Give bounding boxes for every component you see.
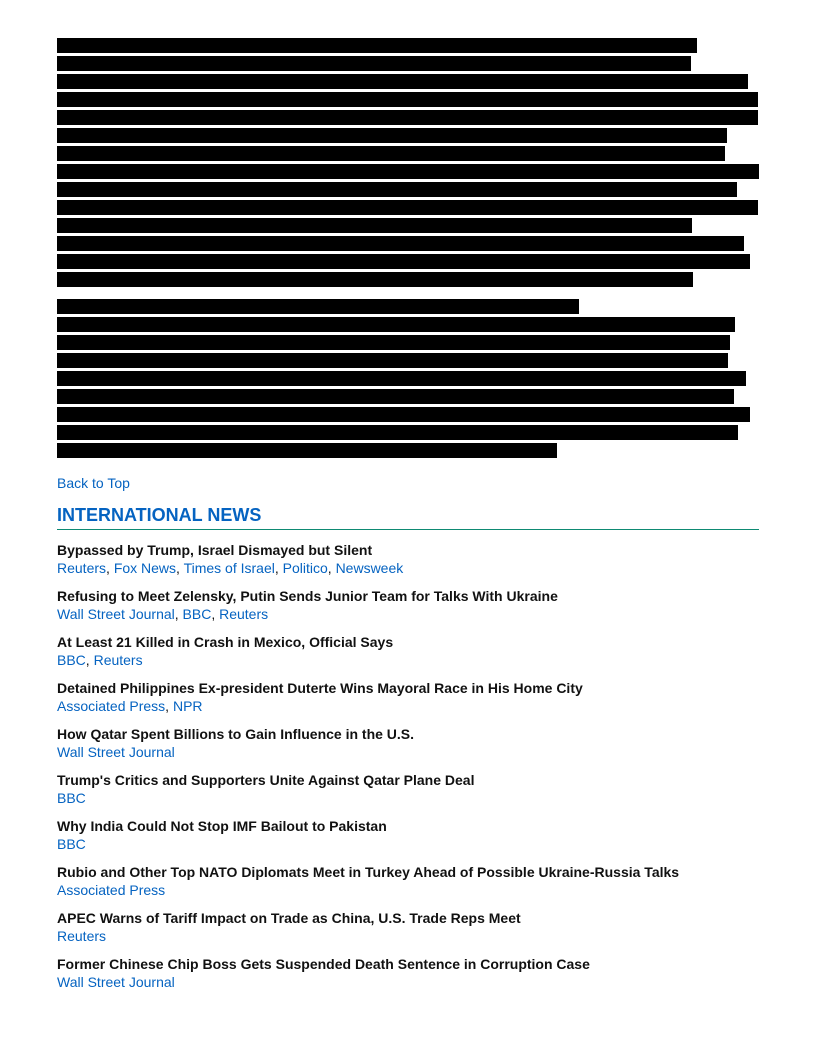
news-sources bbox=[57, 881, 759, 899]
news-item bbox=[57, 542, 759, 577]
news-sources bbox=[57, 559, 759, 577]
source-link[interactable]: NPR bbox=[172, 698, 203, 714]
redaction-bar bbox=[57, 200, 758, 215]
redaction-bar bbox=[57, 389, 734, 404]
story-list bbox=[57, 542, 759, 991]
source-link[interactable]: BBC bbox=[57, 790, 86, 806]
section-heading: INTERNATIONAL NEWS bbox=[57, 504, 759, 530]
redaction-bar bbox=[57, 218, 692, 233]
news-item bbox=[57, 680, 759, 715]
news-headline: Refusing to Meet Zelensky, Putin Sends Junior Team for Talks With Ukraine bbox=[57, 588, 558, 604]
redaction-bar bbox=[57, 353, 728, 368]
source-link[interactable]: Reuters bbox=[57, 928, 107, 944]
news-sources bbox=[57, 835, 759, 853]
source-link[interactable]: Associated Press bbox=[57, 882, 166, 898]
redaction-bar bbox=[57, 299, 579, 314]
redaction-bar bbox=[57, 443, 557, 458]
news-sources bbox=[57, 605, 759, 623]
source-separator: , bbox=[106, 560, 114, 576]
redaction-bar bbox=[57, 425, 738, 440]
news-sources bbox=[57, 973, 759, 991]
redacted-paragraph-2 bbox=[57, 299, 759, 458]
source-link[interactable]: Newsweek bbox=[335, 560, 404, 576]
redacted-paragraph-1 bbox=[57, 38, 759, 287]
source-separator: , bbox=[165, 698, 173, 714]
redaction-bar bbox=[57, 317, 735, 332]
news-headline: How Qatar Spent Billions to Gain Influence in the U.S. bbox=[57, 726, 415, 742]
news-item bbox=[57, 588, 759, 623]
news-item bbox=[57, 910, 759, 945]
redaction-bar bbox=[57, 272, 693, 287]
news-headline: APEC Warns of Tariff Impact on Trade as China, U.S. Trade Reps Meet bbox=[57, 910, 521, 926]
source-link[interactable]: Wall Street Journal bbox=[57, 744, 175, 760]
source-link[interactable]: Fox News bbox=[113, 560, 177, 576]
news-headline: At Least 21 Killed in Crash in Mexico, Official Says bbox=[57, 634, 394, 650]
source-link[interactable]: Associated Press bbox=[57, 698, 166, 714]
source-link[interactable]: Reuters bbox=[93, 652, 143, 668]
news-headline: Trump's Critics and Supporters Unite Against Qatar Plane Deal bbox=[57, 772, 475, 788]
source-link[interactable]: Times of Israel bbox=[183, 560, 275, 576]
redaction-bar bbox=[57, 110, 758, 125]
source-link[interactable]: BBC bbox=[57, 652, 86, 668]
redaction-bar bbox=[57, 236, 744, 251]
redaction-bar bbox=[57, 146, 725, 161]
news-item bbox=[57, 634, 759, 669]
source-link[interactable]: Reuters bbox=[57, 560, 107, 576]
news-item bbox=[57, 772, 759, 807]
redaction-bar bbox=[57, 56, 691, 71]
news-headline: Why India Could Not Stop IMF Bailout to Pakistan bbox=[57, 818, 387, 834]
source-link[interactable]: BBC bbox=[57, 836, 86, 852]
news-item bbox=[57, 818, 759, 853]
redaction-bar bbox=[57, 254, 750, 269]
source-separator: , bbox=[176, 560, 184, 576]
source-link[interactable]: Reuters bbox=[219, 606, 269, 622]
source-separator: , bbox=[174, 606, 183, 622]
news-item bbox=[57, 956, 759, 991]
news-headline: Former Chinese Chip Boss Gets Suspended Death Sentence in Corruption Case bbox=[57, 956, 590, 972]
news-headline: Detained Philippines Ex-president Duterte Wins Mayoral Race in His Home City bbox=[57, 680, 583, 696]
redaction-bar bbox=[57, 407, 750, 422]
source-separator: , bbox=[327, 560, 336, 576]
news-sources bbox=[57, 927, 759, 945]
redaction-bar bbox=[57, 182, 737, 197]
redaction-bar bbox=[57, 371, 746, 386]
source-separator: , bbox=[274, 560, 283, 576]
news-item bbox=[57, 864, 759, 899]
redaction-bar bbox=[57, 38, 697, 53]
news-item bbox=[57, 726, 759, 761]
news-headline: Bypassed by Trump, Israel Dismayed but Silent bbox=[57, 542, 373, 558]
back-to-top-link[interactable]: Back to Top bbox=[57, 475, 130, 491]
source-separator: , bbox=[211, 606, 220, 622]
news-sources bbox=[57, 651, 759, 669]
source-separator: , bbox=[85, 652, 94, 668]
source-link[interactable]: Wall Street Journal bbox=[57, 606, 175, 622]
source-link[interactable]: Wall Street Journal bbox=[57, 974, 175, 990]
redaction-bar bbox=[57, 335, 730, 350]
redaction-bar bbox=[57, 92, 758, 107]
source-link[interactable]: BBC bbox=[182, 606, 212, 622]
news-sources bbox=[57, 789, 759, 807]
source-link[interactable]: Politico bbox=[282, 560, 328, 576]
news-sources bbox=[57, 697, 759, 715]
redaction-bar bbox=[57, 74, 748, 89]
redaction-bar bbox=[57, 164, 759, 179]
redaction-bar bbox=[57, 128, 727, 143]
news-sources bbox=[57, 743, 759, 761]
news-headline: Rubio and Other Top NATO Diplomats Meet in Turkey Ahead of Possible Ukraine-Russia Talks bbox=[57, 864, 680, 880]
page-content bbox=[57, 38, 759, 991]
